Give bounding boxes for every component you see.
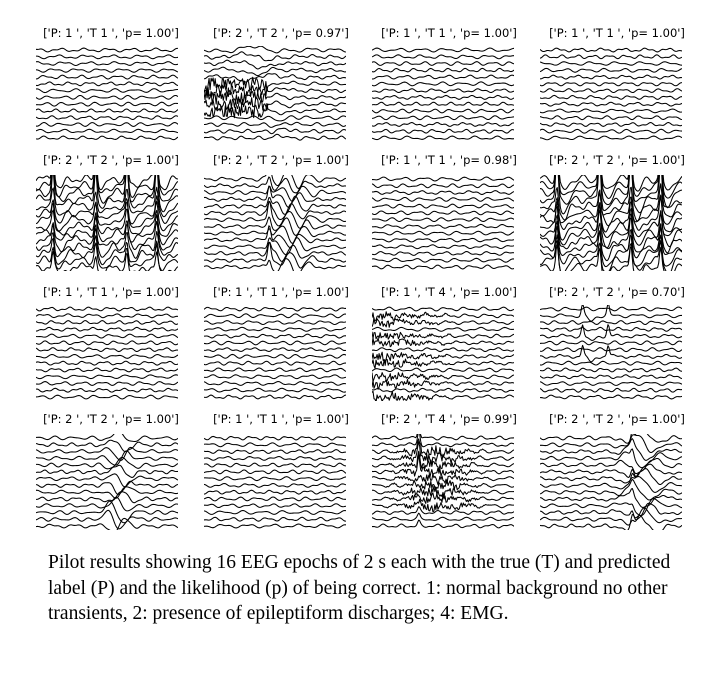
eeg-channel-trace (372, 373, 514, 382)
eeg-channel-trace (36, 236, 178, 265)
eeg-channel-trace (36, 321, 178, 325)
eeg-channel-trace (36, 348, 178, 352)
eeg-channel-trace (36, 388, 178, 392)
eeg-channel-trace (372, 184, 514, 188)
eeg-channel-trace (36, 361, 178, 365)
eeg-channel-trace (540, 175, 682, 214)
eeg-channel-trace (372, 204, 514, 208)
eeg-epoch-plot (36, 305, 178, 401)
eeg-channel-trace (540, 62, 682, 65)
eeg-channel-trace (36, 62, 178, 66)
eeg-channel-trace (372, 123, 514, 127)
eeg-channel-trace (540, 327, 682, 331)
eeg-channel-trace (204, 354, 346, 358)
panel-title: ['P: 1 ', 'T 1 ', 'p= 1.00'] (43, 285, 179, 299)
panel-title: ['P: 1 ', 'T 1 ', 'p= 0.98'] (381, 153, 517, 167)
eeg-epoch-plot (204, 175, 346, 271)
eeg-channel-trace (204, 511, 346, 515)
eeg-channel-trace (204, 456, 346, 460)
eeg-channel-trace (36, 382, 178, 386)
eeg-channel-trace (540, 361, 682, 365)
eeg-channel-trace (204, 361, 346, 365)
eeg-channel-trace (540, 175, 682, 208)
panel-title: ['P: 1 ', 'T 1 ', 'p= 1.00'] (549, 26, 685, 40)
eeg-channel-trace (540, 503, 682, 520)
panel-title: ['P: 1 ', 'T 1 ', 'p= 1.00'] (213, 285, 349, 299)
eeg-channel-trace (372, 191, 514, 195)
eeg-channel-trace (540, 368, 682, 372)
eeg-channel-trace (204, 490, 346, 494)
eeg-channel-trace (372, 388, 514, 392)
panel-title: ['P: 2 ', 'T 2 ', 'p= 0.70'] (549, 285, 685, 299)
eeg-channel-trace (36, 518, 178, 530)
eeg-channel-trace (372, 102, 514, 105)
eeg-channel-trace (204, 463, 346, 467)
eeg-channel-trace (372, 307, 514, 311)
eeg-channel-trace (540, 449, 682, 468)
eeg-channel-trace (540, 95, 682, 99)
eeg-channel-trace (204, 334, 346, 338)
eeg-channel-trace (204, 104, 346, 118)
eeg-channel-trace (540, 68, 682, 72)
eeg-channel-trace (540, 325, 682, 341)
eeg-channel-trace (204, 128, 346, 133)
eeg-channel-trace (36, 102, 178, 106)
eeg-channel-trace (204, 388, 346, 392)
eeg-channel-trace (540, 116, 682, 120)
eeg-channel-trace (540, 75, 682, 79)
eeg-channel-trace (372, 211, 514, 215)
eeg-channel-trace (36, 492, 178, 503)
eeg-epoch-plot (540, 46, 682, 142)
panel-title: ['P: 1 ', 'T 4 ', 'p= 1.00'] (381, 285, 517, 299)
eeg-channel-trace (36, 55, 178, 59)
eeg-channel-trace (540, 307, 682, 311)
eeg-channel-trace (204, 186, 346, 207)
eeg-channel-trace (540, 305, 682, 321)
eeg-channel-trace (204, 122, 346, 127)
eeg-channel-trace (36, 82, 178, 86)
eeg-channel-trace (372, 348, 514, 352)
eeg-channel-trace (540, 55, 682, 59)
eeg-channel-trace (372, 82, 514, 86)
eeg-channel-trace (204, 375, 346, 379)
eeg-channel-trace (372, 89, 514, 93)
eeg-epoch-plot (204, 434, 346, 530)
eeg-channel-trace (540, 123, 682, 127)
eeg-epoch-plot (540, 305, 682, 401)
eeg-channel-trace (204, 483, 346, 487)
eeg-channel-trace (204, 186, 346, 201)
eeg-channel-trace (204, 226, 346, 248)
eeg-channel-trace (204, 67, 346, 75)
eeg-epoch-plot (204, 46, 346, 142)
eeg-channel-trace (372, 520, 514, 528)
eeg-channel-trace (36, 69, 178, 72)
eeg-epoch-plot (36, 175, 178, 271)
eeg-channel-trace (540, 83, 682, 86)
eeg-epoch-plot (204, 305, 346, 401)
eeg-channel-trace (204, 497, 346, 501)
eeg-channel-trace (36, 327, 178, 331)
eeg-channel-trace (36, 487, 178, 499)
eeg-channel-trace (372, 129, 514, 133)
eeg-channel-trace (540, 473, 682, 492)
eeg-channel-trace (372, 380, 514, 390)
eeg-channel-trace (36, 334, 178, 338)
eeg-channel-trace (540, 434, 682, 443)
eeg-channel-trace (540, 102, 682, 106)
eeg-channel-trace (540, 341, 682, 345)
eeg-channel-trace (540, 375, 682, 379)
eeg-channel-trace (36, 136, 178, 140)
eeg-channel-trace (36, 368, 178, 372)
eeg-channel-trace (204, 46, 346, 53)
eeg-channel-trace (36, 307, 178, 311)
eeg-epoch-plot (372, 434, 514, 530)
eeg-channel-trace (36, 75, 178, 79)
eeg-channel-trace (36, 375, 178, 379)
eeg-channel-trace (204, 116, 346, 121)
eeg-channel-trace (372, 62, 514, 66)
eeg-channel-trace (372, 238, 514, 242)
panel-title: ['P: 2 ', 'T 2 ', 'p= 1.00'] (549, 153, 685, 167)
eeg-channel-trace (372, 312, 514, 321)
eeg-channel-trace (372, 327, 514, 331)
eeg-channel-trace (372, 116, 514, 120)
eeg-channel-trace (540, 464, 682, 477)
eeg-channel-trace (372, 332, 514, 339)
panel-title: ['P: 2 ', 'T 2 ', 'p= 1.00'] (213, 153, 349, 167)
eeg-channel-trace (372, 136, 514, 140)
eeg-channel-trace (540, 388, 682, 392)
eeg-channel-trace (540, 348, 682, 352)
eeg-channel-trace (204, 524, 346, 528)
eeg-channel-trace (36, 341, 178, 345)
eeg-epoch-plot (372, 46, 514, 142)
eeg-channel-trace (540, 136, 682, 140)
eeg-channel-trace (372, 352, 514, 361)
eeg-epoch-plot (36, 46, 178, 142)
eeg-channel-trace (204, 327, 346, 331)
eeg-channel-trace (540, 109, 682, 113)
eeg-channel-trace (204, 307, 346, 311)
eeg-channel-trace (204, 242, 346, 261)
eeg-channel-trace (372, 95, 514, 99)
panel-title: ['P: 2 ', 'T 4 ', 'p= 0.99'] (381, 412, 517, 426)
eeg-channel-trace (540, 345, 682, 361)
eeg-channel-trace (204, 395, 346, 399)
eeg-channel-trace (372, 224, 514, 228)
eeg-channel-trace (204, 341, 346, 345)
eeg-channel-trace (204, 450, 346, 454)
eeg-channel-trace (372, 359, 514, 368)
eeg-channel-trace (540, 321, 682, 325)
eeg-epoch-plot (540, 434, 682, 530)
eeg-channel-trace (204, 517, 346, 521)
eeg-channel-trace (36, 434, 178, 441)
eeg-channel-trace (372, 434, 514, 440)
eeg-channel-trace (204, 443, 346, 447)
eeg-channel-trace (36, 395, 178, 399)
eeg-channel-trace (204, 259, 346, 271)
eeg-channel-trace (372, 48, 514, 52)
eeg-epoch-plot (36, 434, 178, 530)
eeg-channel-trace (540, 129, 682, 133)
eeg-channel-trace (372, 338, 514, 347)
eeg-channel-trace (204, 321, 346, 325)
eeg-channel-trace (204, 177, 346, 193)
panel-title: ['P: 2 ', 'T 2 ', 'p= 1.00'] (43, 153, 179, 167)
panel-title: ['P: 2 ', 'T 2 ', 'p= 1.00'] (549, 412, 685, 426)
eeg-channel-trace (540, 175, 682, 191)
eeg-channel-trace (36, 89, 178, 93)
panel-title: ['P: 1 ', 'T 1 ', 'p= 1.00'] (213, 412, 349, 426)
figure-caption: Pilot results showing 16 EEG epochs of 2 s each with the true (T) and predicted label (P) and the likelihood (p) of being correct. 1: normal background no other transients, 2: presence of epileptiform discharges; 4: EMG. (48, 552, 671, 624)
panel-title: ['P: 2 ', 'T 2 ', 'p= 0.97'] (213, 26, 349, 40)
eeg-channel-trace (36, 123, 178, 127)
eeg-channel-trace (36, 95, 178, 99)
eeg-channel-trace (540, 382, 682, 386)
eeg-channel-trace (372, 499, 514, 511)
eeg-epoch-plot (372, 175, 514, 271)
eeg-channel-trace (372, 480, 514, 490)
eeg-channel-trace (372, 177, 514, 181)
eeg-channel-trace (372, 252, 514, 256)
eeg-channel-trace (540, 48, 682, 52)
panel-title: ['P: 2 ', 'T 2 ', 'p= 1.00'] (43, 412, 179, 426)
eeg-epoch-plot (540, 175, 682, 271)
eeg-channel-trace (372, 218, 514, 222)
eeg-channel-trace (36, 501, 178, 523)
eeg-channel-trace (204, 52, 346, 61)
eeg-channel-trace (372, 245, 514, 249)
eeg-channel-trace (372, 231, 514, 235)
eeg-channel-trace (372, 258, 514, 262)
eeg-channel-trace (204, 477, 346, 481)
eeg-channel-trace (36, 314, 178, 318)
eeg-channel-trace (36, 129, 178, 132)
eeg-channel-trace (372, 391, 514, 401)
eeg-channel-trace (204, 382, 346, 386)
eeg-channel-trace (372, 513, 514, 520)
eeg-channel-trace (204, 202, 346, 220)
eeg-channel-trace (204, 348, 346, 352)
eeg-channel-trace (204, 470, 346, 474)
eeg-channel-trace (540, 89, 682, 93)
eeg-epoch-plot (372, 305, 514, 401)
eeg-channel-trace (204, 436, 346, 440)
eeg-channel-trace (36, 474, 178, 487)
eeg-channel-trace (204, 134, 346, 140)
eeg-channel-trace (36, 451, 178, 465)
eeg-channel-trace (36, 48, 178, 52)
eeg-channel-trace (204, 314, 346, 318)
eeg-channel-trace (540, 395, 682, 399)
eeg-channel-trace (372, 198, 514, 202)
panel-title: ['P: 1 ', 'T 1 ', 'p= 1.00'] (43, 26, 179, 40)
eeg-channel-trace (372, 109, 514, 113)
eeg-channel-trace (36, 116, 178, 120)
eeg-channel-trace (204, 504, 346, 508)
eeg-channel-trace (372, 75, 514, 79)
eeg-channel-trace (372, 474, 514, 485)
eeg-channel-trace (204, 368, 346, 372)
eeg-channel-trace (372, 68, 514, 71)
eeg-channel-trace (36, 354, 178, 358)
eeg-channel-trace (372, 368, 514, 372)
eeg-channel-trace (36, 109, 178, 112)
eeg-channel-trace (204, 175, 346, 188)
panel-title: ['P: 1 ', 'T 1 ', 'p= 1.00'] (381, 26, 517, 40)
eeg-channel-trace (372, 55, 514, 59)
eeg-channel-trace (372, 265, 514, 269)
